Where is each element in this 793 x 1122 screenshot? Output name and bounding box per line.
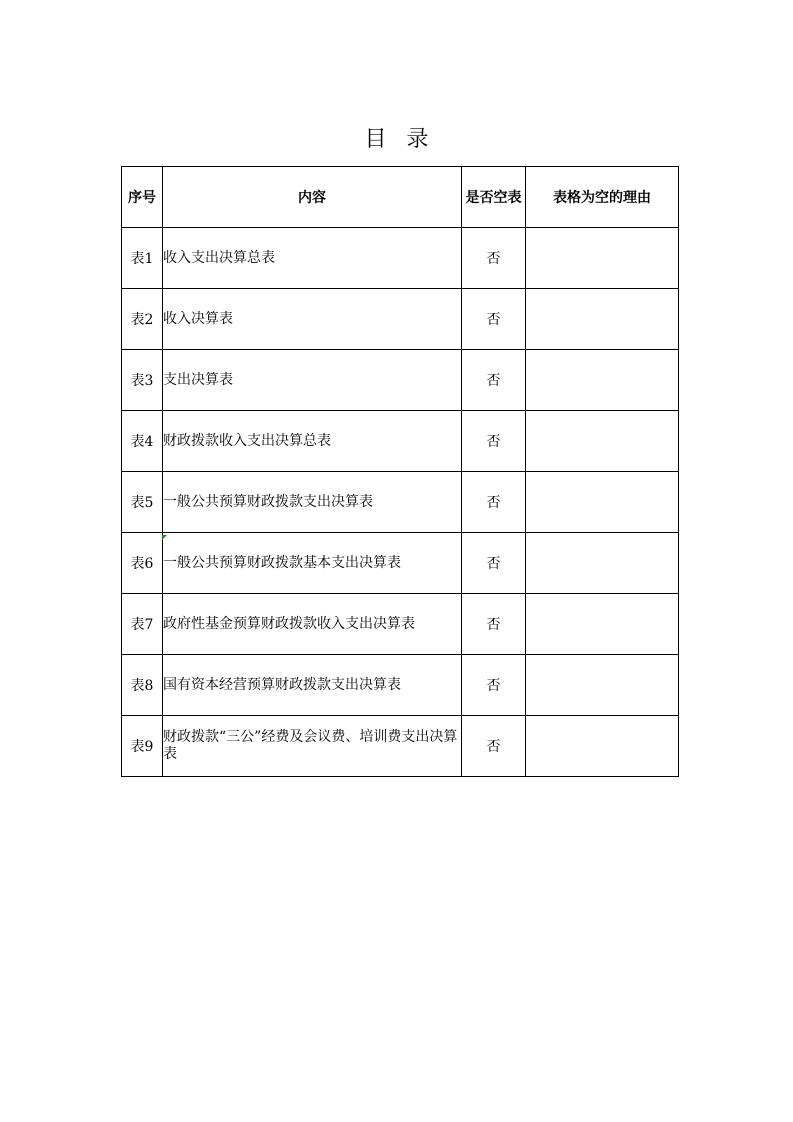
row-content: 收入支出决算总表 [163, 228, 462, 289]
row-content: 国有资本经营预算财政拨款支出决算表 [163, 655, 462, 716]
row-num: 表2 [122, 289, 163, 350]
row-reason [526, 228, 679, 289]
table-row [122, 533, 679, 594]
table-header-row [122, 167, 679, 228]
row-num: 表9 [122, 716, 163, 777]
header-reason: 表格为空的理由 [526, 167, 679, 228]
table-row [122, 350, 679, 411]
row-content: 支出决算表 [163, 350, 462, 411]
row-reason [526, 533, 679, 594]
row-num: 表4 [122, 411, 163, 472]
row-reason [526, 289, 679, 350]
row-reason [526, 655, 679, 716]
contents-table [121, 166, 679, 777]
row-reason [526, 594, 679, 655]
header-num: 序号 [122, 167, 163, 228]
table-row [122, 228, 679, 289]
table-row [122, 655, 679, 716]
row-num: 表5 [122, 472, 163, 533]
row-empty: 否 [462, 228, 526, 289]
row-num: 表1 [122, 228, 163, 289]
row-empty: 否 [462, 289, 526, 350]
row-content: 一般公共预算财政拨款基本支出决算表 [163, 533, 462, 594]
header-empty: 是否空表 [462, 167, 526, 228]
row-reason [526, 716, 679, 777]
row-empty: 否 [462, 411, 526, 472]
table-row [122, 411, 679, 472]
row-reason [526, 472, 679, 533]
row-reason [526, 350, 679, 411]
row-num: 表6 [122, 533, 163, 594]
row-reason [526, 411, 679, 472]
row-num: 表8 [122, 655, 163, 716]
row-empty: 否 [462, 533, 526, 594]
row-num: 表7 [122, 594, 163, 655]
row-content: 财政拨款“三公”经费及会议费、培训费支出决算表 [163, 716, 462, 777]
row-empty: 否 [462, 716, 526, 777]
row-empty: 否 [462, 472, 526, 533]
table-row [122, 594, 679, 655]
row-num: 表3 [122, 350, 163, 411]
comment-marker-icon [162, 535, 167, 540]
row-content: 政府性基金预算财政拨款收入支出决算表 [163, 594, 462, 655]
row-content: 收入决算表 [163, 289, 462, 350]
row-content: 一般公共预算财政拨款支出决算表 [163, 472, 462, 533]
row-empty: 否 [462, 350, 526, 411]
row-content: 财政拨款收入支出决算总表 [163, 411, 462, 472]
table-row [122, 716, 679, 777]
row-empty: 否 [462, 655, 526, 716]
header-content: 内容 [163, 167, 462, 228]
row-empty: 否 [462, 594, 526, 655]
table-row [122, 289, 679, 350]
page-title: 目录 [364, 127, 449, 152]
table-row [122, 472, 679, 533]
